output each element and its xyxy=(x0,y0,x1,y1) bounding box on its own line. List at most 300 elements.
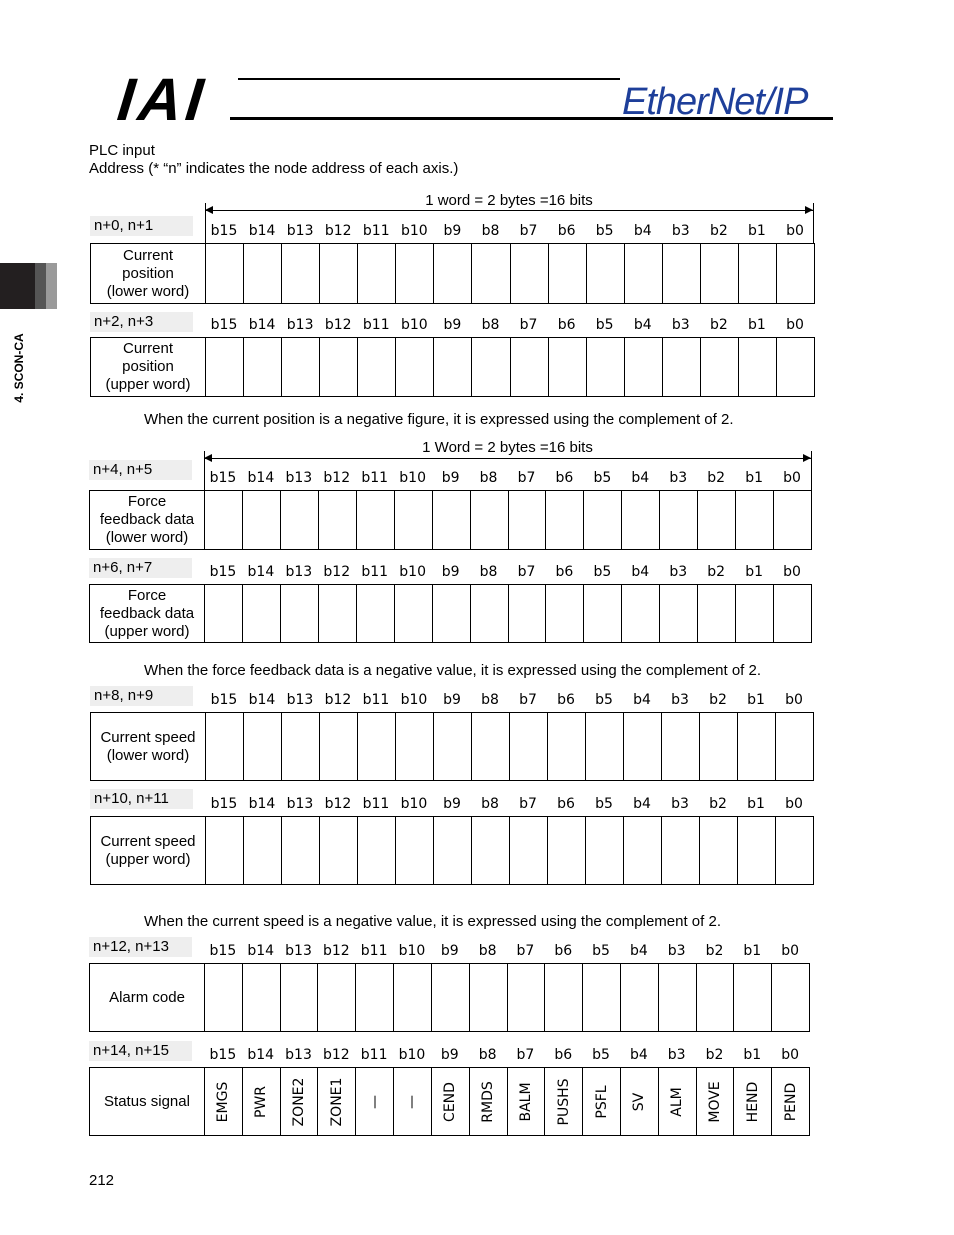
bit-cell xyxy=(624,338,662,397)
bit-cell xyxy=(394,491,432,550)
bit-cell xyxy=(772,964,810,1032)
bit-cell xyxy=(432,491,470,550)
bit-label: b9 xyxy=(441,470,460,486)
bit-label: b5 xyxy=(593,564,612,580)
register-label-line: Current xyxy=(122,246,174,264)
bit-label: b6 xyxy=(557,796,575,812)
bit-label: b14 xyxy=(248,317,276,333)
bit-cell xyxy=(774,585,812,643)
bit-label: b9 xyxy=(443,796,461,812)
bit-cell xyxy=(356,585,394,643)
bit-label: b15 xyxy=(210,796,238,812)
bit-label: b14 xyxy=(247,564,275,580)
chapter-tab-light xyxy=(46,263,57,309)
bit-label: b13 xyxy=(285,1047,312,1063)
bit-label: b10 xyxy=(399,470,426,486)
bit-cell xyxy=(510,338,548,397)
page-number: 212 xyxy=(89,1172,115,1189)
register-label-line: (lower word) xyxy=(105,529,189,546)
bit-cell xyxy=(622,585,660,643)
bit-cell xyxy=(320,713,358,781)
bit-label: b10 xyxy=(400,317,428,333)
register-label-line: (upper word) xyxy=(105,376,191,393)
register-label-line: Alarm code xyxy=(109,988,185,1006)
bit-label: b8 xyxy=(481,692,499,708)
bit-label: b3 xyxy=(671,223,690,239)
bit-cell xyxy=(658,1068,696,1136)
word-size-arrow-line xyxy=(204,458,811,459)
bit-header-row xyxy=(205,315,814,335)
register-table xyxy=(90,243,815,304)
bit-label: b7 xyxy=(516,943,535,959)
bit-cell xyxy=(738,713,776,781)
arrow-left-icon xyxy=(205,206,213,214)
bit-label: b9 xyxy=(440,1047,459,1063)
status-signal-name: PSFL xyxy=(593,1084,610,1119)
bit-label: b15 xyxy=(210,317,238,333)
bit-label: b8 xyxy=(479,470,498,486)
bit-label: b12 xyxy=(324,692,352,708)
bit-label: b3 xyxy=(671,317,690,333)
bit-label: b6 xyxy=(554,943,573,959)
bit-cell xyxy=(206,244,244,304)
bit-header-row xyxy=(205,221,814,241)
bit-label: b5 xyxy=(593,470,612,486)
bit-label: b10 xyxy=(399,564,426,580)
bit-cell xyxy=(734,1068,772,1136)
register-label-line: position xyxy=(122,264,174,282)
word-size-arrow-line xyxy=(205,210,813,211)
register-label-line: position xyxy=(122,358,174,375)
bit-label: b13 xyxy=(285,564,313,580)
bit-label: b11 xyxy=(361,564,389,580)
bit-label: b2 xyxy=(709,796,727,812)
bit-label: b5 xyxy=(595,223,614,239)
bit-cell xyxy=(660,491,698,550)
bit-cell xyxy=(738,817,776,885)
bit-label: b1 xyxy=(745,564,763,580)
bit-cell xyxy=(583,1068,621,1136)
complement-note: When the current position is a negative figure, it is expressed using the complement of 2. xyxy=(144,411,734,428)
bit-cell xyxy=(734,964,772,1032)
bit-cell xyxy=(205,585,243,643)
status-signal-name: BALM xyxy=(517,1081,534,1122)
bit-cell xyxy=(206,713,244,781)
bit-label: b13 xyxy=(286,317,314,333)
bit-header-row xyxy=(204,562,811,582)
bit-label: b12 xyxy=(322,943,350,959)
bit-cell xyxy=(624,817,662,885)
bit-cell xyxy=(586,817,624,885)
bit-cell xyxy=(472,244,510,304)
bit-cell xyxy=(510,244,548,304)
status-signal-name: PEND xyxy=(782,1082,799,1121)
bit-cell xyxy=(432,585,470,643)
bit-cell xyxy=(508,585,546,643)
bit-cell xyxy=(358,244,396,304)
bit-cell xyxy=(776,713,814,781)
bit-label: b11 xyxy=(361,470,389,486)
register-label xyxy=(90,585,205,643)
bit-cell xyxy=(662,713,700,781)
word-size-label: 1 Word = 2 bytes =16 bits xyxy=(422,439,593,456)
bit-label: b0 xyxy=(783,470,801,486)
bit-label: b3 xyxy=(671,692,689,708)
bit-label: b8 xyxy=(481,796,499,812)
bit-label: b11 xyxy=(362,692,390,708)
bit-cell xyxy=(394,964,432,1032)
bit-label: b15 xyxy=(210,223,238,239)
register-label-line: feedback data xyxy=(99,511,195,528)
bit-cell xyxy=(469,964,507,1032)
status-signal-name: SV xyxy=(631,1092,648,1111)
bit-label: b12 xyxy=(324,317,352,333)
bit-cell xyxy=(772,1068,810,1136)
bit-cell xyxy=(205,964,243,1032)
register-label-line: (upper word) xyxy=(105,850,191,868)
bit-label: b12 xyxy=(322,1047,350,1063)
bit-cell xyxy=(280,964,318,1032)
bit-cell xyxy=(282,338,320,397)
bit-label: b1 xyxy=(743,1047,762,1063)
bit-label: b5 xyxy=(592,1047,610,1063)
bit-cell xyxy=(242,491,280,550)
bit-cell xyxy=(774,491,812,550)
bit-label: b7 xyxy=(519,692,537,708)
bit-label: b14 xyxy=(248,223,276,239)
bit-label: b7 xyxy=(516,1047,535,1063)
bit-cell xyxy=(776,817,814,885)
bit-label: b7 xyxy=(519,796,537,812)
bit-label: b4 xyxy=(629,943,648,959)
register-address: n+6, n+7 xyxy=(89,558,192,578)
register-label-line: feedback data xyxy=(99,604,195,622)
bit-label: b4 xyxy=(633,317,652,333)
register-label-line: Current speed xyxy=(100,832,196,850)
bit-cell xyxy=(205,491,243,550)
bit-cell xyxy=(358,713,396,781)
bit-label: b1 xyxy=(743,943,762,959)
bit-label: b6 xyxy=(557,692,575,708)
arrow-tick-right xyxy=(811,451,812,490)
bit-cell xyxy=(545,1068,583,1136)
bit-label: b4 xyxy=(631,564,650,580)
bit-cell xyxy=(662,338,700,397)
bit-cell xyxy=(472,713,510,781)
bit-cell xyxy=(586,713,624,781)
bit-cell xyxy=(776,338,814,397)
register-label-line: (lower word) xyxy=(106,282,190,300)
register-address: n+10, n+11 xyxy=(90,789,193,809)
bit-cell xyxy=(586,244,624,304)
status-signal-name: EMGS xyxy=(215,1081,232,1122)
register-address: n+14, n+15 xyxy=(89,1041,192,1061)
register-table xyxy=(89,963,810,1032)
register-label-line: Force xyxy=(127,493,167,510)
bit-cell xyxy=(244,244,282,304)
bit-label: b3 xyxy=(669,564,688,580)
register-label-line: Current speed xyxy=(100,728,196,746)
bit-header-row xyxy=(204,1045,809,1065)
bit-label: b12 xyxy=(324,223,352,239)
bit-cell xyxy=(244,713,282,781)
status-signal-name: ZONE1 xyxy=(328,1077,345,1126)
bit-label: b5 xyxy=(592,943,610,959)
bit-cell xyxy=(584,491,622,550)
bit-label: b3 xyxy=(667,943,686,959)
bit-label: b9 xyxy=(443,223,462,239)
bit-cell xyxy=(696,964,734,1032)
bit-label: b2 xyxy=(705,943,724,959)
bit-cell xyxy=(470,491,508,550)
bit-label: b12 xyxy=(323,470,351,486)
status-signal-name: — xyxy=(404,1094,421,1109)
bit-label: b10 xyxy=(400,796,428,812)
bit-cell xyxy=(358,817,396,885)
bit-label: b6 xyxy=(555,564,574,580)
bit-label: b0 xyxy=(786,223,804,239)
bit-cell xyxy=(280,585,318,643)
register-address: n+8, n+9 xyxy=(90,686,193,706)
bit-label: b6 xyxy=(557,223,576,239)
bit-cell xyxy=(318,1068,356,1136)
bit-label: b7 xyxy=(517,564,536,580)
bit-cell xyxy=(548,244,586,304)
bit-label: b9 xyxy=(443,692,461,708)
bit-label: b3 xyxy=(667,1047,686,1063)
word-size-label: 1 word = 2 bytes =16 bits xyxy=(425,192,593,209)
chapter-tab-shade xyxy=(35,263,46,309)
bit-cell xyxy=(510,817,548,885)
bit-label: b11 xyxy=(360,1047,388,1063)
bit-cell xyxy=(318,491,356,550)
bit-label: b2 xyxy=(709,317,728,333)
bit-label: b7 xyxy=(517,470,536,486)
bit-label: b11 xyxy=(362,223,390,239)
bit-cell xyxy=(356,491,394,550)
status-signal-name: ZONE2 xyxy=(291,1077,308,1126)
bit-cell xyxy=(358,338,396,397)
status-signal-name: — xyxy=(366,1094,383,1109)
bit-cell xyxy=(396,338,434,397)
bit-label: b3 xyxy=(671,796,689,812)
bit-cell xyxy=(434,817,472,885)
header-rule-top xyxy=(238,78,620,80)
bit-label: b6 xyxy=(554,1047,573,1063)
bit-label: b0 xyxy=(785,692,803,708)
bit-label: b2 xyxy=(707,564,726,580)
bit-label: b15 xyxy=(209,564,237,580)
bit-header-row xyxy=(204,468,811,488)
bit-label: b15 xyxy=(209,470,237,486)
bit-cell xyxy=(394,585,432,643)
register-table xyxy=(90,712,814,781)
bit-label: b5 xyxy=(595,317,614,333)
bit-cell xyxy=(434,338,472,397)
bit-label: b10 xyxy=(398,1047,426,1063)
bit-cell xyxy=(548,713,586,781)
bit-cell xyxy=(320,244,358,304)
status-signal-name: RMDS xyxy=(480,1080,497,1123)
bit-label: b13 xyxy=(285,943,312,959)
bit-label: b0 xyxy=(783,564,801,580)
register-label xyxy=(90,964,205,1032)
bit-label: b0 xyxy=(781,943,799,959)
bit-label: b9 xyxy=(440,943,459,959)
bit-label: b3 xyxy=(669,470,688,486)
bit-label: b4 xyxy=(629,1047,648,1063)
arrow-right-icon xyxy=(805,206,813,214)
bit-cell xyxy=(206,338,244,397)
bit-label: b10 xyxy=(400,692,428,708)
bit-label: b15 xyxy=(209,1047,237,1063)
bit-cell xyxy=(282,817,320,885)
bit-cell xyxy=(242,585,280,643)
status-signal-name: HEND xyxy=(744,1081,761,1122)
register-table xyxy=(89,584,812,643)
status-signal-name: PWR xyxy=(253,1085,270,1118)
bit-label: b9 xyxy=(443,317,462,333)
bit-label: b4 xyxy=(633,223,652,239)
register-label xyxy=(91,817,206,885)
bit-label: b15 xyxy=(210,692,238,708)
bit-label: b0 xyxy=(781,1047,799,1063)
arrow-left-icon xyxy=(204,454,212,462)
bit-cell xyxy=(470,585,508,643)
bit-cell xyxy=(431,1068,469,1136)
register-label xyxy=(91,244,206,304)
bit-label: b8 xyxy=(481,223,500,239)
bit-label: b0 xyxy=(785,796,803,812)
bit-cell xyxy=(356,964,394,1032)
bit-header-row xyxy=(205,794,813,814)
bit-cell xyxy=(472,338,510,397)
iai-logo: IAI xyxy=(114,66,211,133)
bit-label: b1 xyxy=(748,223,766,239)
bit-cell xyxy=(662,817,700,885)
bit-cell xyxy=(546,491,584,550)
bit-cell xyxy=(244,338,282,397)
bit-label: b10 xyxy=(400,223,428,239)
bit-label: b4 xyxy=(633,692,651,708)
bit-cell xyxy=(206,817,244,885)
bit-cell xyxy=(622,491,660,550)
bit-cell xyxy=(507,1068,545,1136)
register-label-line: Current xyxy=(122,340,174,357)
register-label-line: (upper word) xyxy=(104,622,190,640)
bit-cell xyxy=(736,491,774,550)
intro-line-2: Address (* “n” indicates the node address of each axis.) xyxy=(89,160,459,177)
bit-cell xyxy=(434,244,472,304)
bit-cell xyxy=(507,964,545,1032)
bit-cell xyxy=(242,964,280,1032)
bit-cell xyxy=(394,1068,432,1136)
bit-label: b8 xyxy=(479,564,498,580)
bit-cell xyxy=(280,491,318,550)
bit-cell xyxy=(205,1068,243,1136)
bit-cell xyxy=(696,1068,734,1136)
status-signal-name: ALM xyxy=(669,1086,686,1117)
bit-header-row xyxy=(204,941,809,961)
bit-label: b13 xyxy=(286,692,314,708)
bit-cell xyxy=(548,817,586,885)
bit-label: b11 xyxy=(360,943,388,959)
bit-cell xyxy=(282,244,320,304)
bit-label: b2 xyxy=(707,470,726,486)
bit-cell xyxy=(431,964,469,1032)
bit-cell xyxy=(472,817,510,885)
bit-label: b4 xyxy=(631,470,650,486)
bit-cell xyxy=(508,491,546,550)
register-table xyxy=(89,1067,810,1136)
bit-label: b14 xyxy=(248,796,276,812)
register-label-line: Force xyxy=(127,586,167,604)
bit-label: b11 xyxy=(362,317,390,333)
bit-cell xyxy=(548,338,586,397)
register-address: n+4, n+5 xyxy=(89,460,192,480)
bit-label: b13 xyxy=(286,796,314,812)
bit-cell xyxy=(434,713,472,781)
bit-label: b8 xyxy=(478,943,497,959)
status-signal-name: PUSHS xyxy=(555,1078,572,1125)
bit-cell xyxy=(546,585,584,643)
bit-cell xyxy=(396,244,434,304)
bit-cell xyxy=(698,585,736,643)
bit-label: b1 xyxy=(748,317,766,333)
bit-cell xyxy=(700,817,738,885)
bit-cell xyxy=(510,713,548,781)
bit-label: b1 xyxy=(747,796,765,812)
bit-label: b14 xyxy=(247,943,275,959)
arrow-right-icon xyxy=(803,454,811,462)
bit-label: b8 xyxy=(478,1047,497,1063)
chapter-tab xyxy=(0,263,35,309)
bit-cell xyxy=(624,713,662,781)
register-label xyxy=(90,491,205,550)
bit-label: b7 xyxy=(519,223,538,239)
bit-label: b6 xyxy=(555,470,574,486)
bit-label: b10 xyxy=(398,943,426,959)
bit-label: b9 xyxy=(441,564,460,580)
register-table xyxy=(90,337,815,397)
bit-cell xyxy=(583,964,621,1032)
ethernet-ip-brand: EtherNet/IP xyxy=(622,81,808,123)
bit-header-row xyxy=(205,690,813,710)
bit-label: b12 xyxy=(324,796,352,812)
bit-label: b1 xyxy=(745,470,763,486)
register-label xyxy=(91,713,206,781)
bit-label: b2 xyxy=(709,692,727,708)
register-address: n+12, n+13 xyxy=(89,937,192,957)
status-signal-name: MOVE xyxy=(706,1080,723,1123)
bit-label: b5 xyxy=(595,796,613,812)
bit-label: b14 xyxy=(247,1047,275,1063)
complement-note: When the current speed is a negative value, it is expressed using the complement of 2. xyxy=(144,913,721,930)
bit-cell xyxy=(318,964,356,1032)
bit-cell xyxy=(700,244,738,304)
bit-label: b2 xyxy=(709,223,728,239)
bit-cell xyxy=(242,1068,280,1136)
bit-cell xyxy=(545,964,583,1032)
register-label-line: Status signal xyxy=(104,1092,190,1110)
register-address: n+2, n+3 xyxy=(90,312,193,332)
bit-cell xyxy=(586,338,624,397)
bit-cell xyxy=(244,817,282,885)
bit-label: b7 xyxy=(519,317,538,333)
bit-label: b14 xyxy=(248,692,276,708)
bit-label: b6 xyxy=(557,317,576,333)
bit-cell xyxy=(320,338,358,397)
